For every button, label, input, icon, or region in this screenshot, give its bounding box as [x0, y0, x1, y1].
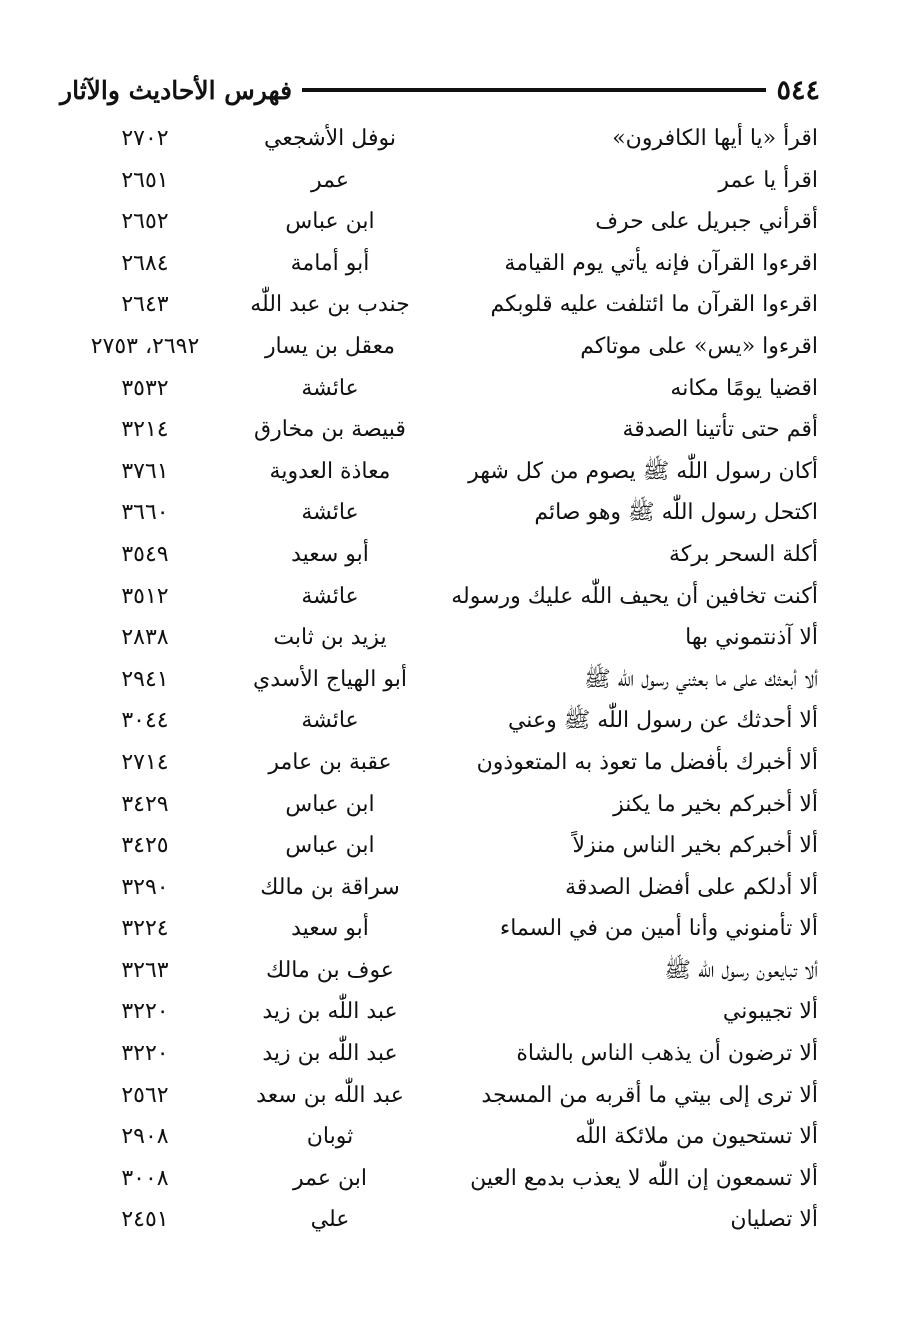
- page-header: [60, 68, 820, 112]
- hadith-number: ٣٢٦٣: [121, 957, 169, 983]
- index-entry: [60, 700, 826, 742]
- hadith-text: اقرءوا القرآن ما ائتلفت عليه قلوبكم: [490, 292, 818, 318]
- index-entry: [60, 284, 826, 326]
- hadith-number: ٢٤٥١: [121, 1207, 169, 1233]
- hadith-number: ٢٦٤٣: [121, 292, 169, 318]
- narrator-name: أبو الهياج الأسدي: [253, 666, 407, 692]
- hadith-number: ٢٧٠٢: [121, 126, 169, 151]
- narrator-name: عبد اللّٰه بن زيد: [262, 999, 398, 1025]
- hadith-text: ألا أحدثك عن رسول اللّٰه ﷺ وعني: [507, 708, 818, 734]
- hadith-text: ألا أخبرك بأفضل ما تعوذ به المتعوذون: [476, 749, 818, 775]
- hadith-number: ٢٩٠٨: [121, 1124, 169, 1150]
- index-entry: [60, 534, 826, 576]
- index-entry: [60, 1033, 826, 1075]
- hadith-number: ٣٢٢٤: [121, 916, 169, 942]
- hadith-number: ٢٩٤١: [121, 666, 169, 692]
- hadith-number: ٣٦٦٠: [121, 500, 169, 526]
- index-entry: [60, 492, 826, 534]
- hadith-text: اقضيا يومًا مكانه: [670, 375, 818, 401]
- narrator-name: علي: [310, 1207, 350, 1233]
- narrator-name: ابن عباس: [285, 833, 375, 859]
- hadith-text: أقرأني جبريل على حرف: [595, 209, 818, 235]
- hadith-number: ٣٥١٢: [121, 583, 169, 609]
- page-number: ٥٤٤: [776, 74, 820, 106]
- hadith-text: ألا تبايعون رسول اللّٰه ﷺ: [664, 957, 818, 983]
- hadith-number: ٢٦٥٢: [121, 209, 169, 235]
- hadith-number: ٣٢٢٠: [121, 999, 169, 1025]
- hadith-text: أكلة السحر بركة: [669, 541, 818, 567]
- hadith-text: أكان رسول اللّٰه ﷺ يصوم من كل شهر: [468, 458, 818, 484]
- hadith-text: اقرأ يا عمر: [718, 167, 818, 193]
- hadith-number: ٣٤٢٩: [121, 791, 169, 817]
- narrator-name: أبو سعيد: [291, 541, 369, 567]
- narrator-name: عائشة: [301, 375, 359, 401]
- hadith-number: ٣٢٢٠: [121, 1041, 169, 1067]
- index-entry: [60, 201, 826, 243]
- hadith-number: ٢٦٩٢، ٢٧٥٣: [90, 333, 200, 359]
- narrator-name: يزيد بن ثابت: [273, 625, 387, 651]
- narrator-name: سراقة بن مالك: [260, 874, 400, 900]
- narrator-name: عائشة: [301, 500, 359, 526]
- narrator-name: نوفل الأشجعي: [264, 126, 396, 151]
- hadith-text: ألا تأمنوني وأنا أمين من في السماء: [499, 916, 818, 942]
- index-entry: [60, 950, 826, 992]
- index-entry: [60, 1199, 826, 1241]
- index-entry: [60, 991, 826, 1033]
- index-entry: [60, 1158, 826, 1200]
- index-entry: [60, 1075, 826, 1117]
- narrator-name: عبد اللّٰه بن سعد: [256, 1082, 404, 1108]
- hadith-number: ٣٢٩٠: [121, 874, 169, 900]
- index-entry: [60, 659, 826, 701]
- hadith-text: ألا تصليان: [730, 1207, 818, 1233]
- hadith-text: ألا تسمعون إن اللّٰه لا يعذب بدمع العين: [470, 1165, 818, 1191]
- hadith-text: ألا ترى إلى بيتي ما أقربه من المسجد: [481, 1082, 818, 1108]
- running-title: فهرس الأحاديث والآثار: [60, 75, 293, 105]
- narrator-name: أبو سعيد: [291, 916, 369, 942]
- index-entry: [60, 409, 826, 451]
- hadith-number: ٣٢١٤: [121, 417, 169, 443]
- index-entry: [60, 617, 826, 659]
- narrator-name: عائشة: [301, 583, 359, 609]
- narrator-name: عقبة بن عامر: [268, 749, 392, 775]
- index-entry: [60, 784, 826, 826]
- hadith-number: ٢٨٣٨: [121, 625, 169, 651]
- hadith-number: ٣٥٤٩: [121, 541, 169, 567]
- index-entry: [60, 243, 826, 285]
- narrator-name: ثوبان: [306, 1124, 354, 1150]
- index-entry: [60, 160, 826, 202]
- narrator-name: جندب بن عبد اللّٰه: [250, 292, 410, 318]
- narrator-name: معاذة العدوية: [269, 458, 391, 484]
- hadith-number: ٢٦٨٤: [121, 250, 169, 276]
- narrator-name: عوف بن مالك: [266, 957, 394, 983]
- index-entry: [60, 825, 826, 867]
- narrator-name: ابن عباس: [285, 791, 375, 817]
- hadith-text: اقرأ «يا أيها الكافرون»: [612, 126, 818, 151]
- hadith-number: ٢٦٥١: [121, 167, 169, 193]
- narrator-name: عمر: [311, 167, 349, 193]
- narrator-name: ابن عمر: [293, 1165, 367, 1191]
- index-entry: [60, 118, 826, 160]
- index-entry: [60, 1116, 826, 1158]
- hadith-number: ٣٧٦١: [121, 458, 169, 484]
- hadith-text: اقرءوا «يس» على موتاكم: [580, 333, 818, 359]
- narrator-name: أبو أمامة: [290, 250, 370, 276]
- hadith-text: ألا أدلكم على أفضل الصدقة: [565, 874, 818, 900]
- hadith-text: اقرءوا القرآن فإنه يأتي يوم القيامة: [504, 250, 818, 276]
- header-rule: [302, 88, 766, 92]
- hadith-index-list: [60, 118, 826, 1241]
- index-entry: [60, 576, 826, 618]
- index-entry: [60, 742, 826, 784]
- hadith-number: ٢٧١٤: [121, 749, 169, 775]
- hadith-number: ٣٥٣٢: [121, 375, 169, 401]
- hadith-text: ألا آذنتموني بها: [685, 625, 818, 651]
- hadith-number: ٣٠٤٤: [121, 708, 169, 734]
- narrator-name: عبد اللّٰه بن زيد: [262, 1041, 398, 1067]
- hadith-text: أقم حتى تأتينا الصدقة: [622, 417, 818, 443]
- hadith-text: ألا تجيبوني: [722, 999, 818, 1025]
- hadith-text: اكتحل رسول اللّٰه ﷺ وهو صائم: [534, 500, 818, 526]
- narrator-name: معقل بن يسار: [264, 333, 396, 359]
- hadith-number: ٣٤٢٥: [121, 833, 169, 859]
- hadith-text: ألا أخبركم بخير الناس منزلاً: [572, 833, 818, 859]
- hadith-text: أكنت تخافين أن يحيف اللّٰه عليك ورسوله: [451, 583, 818, 609]
- hadith-text: ألا أخبركم بخير ما يكنز: [613, 791, 818, 817]
- hadith-text: ألا أبعثك على ما بعثني رسول اللّٰه ﷺ: [584, 666, 818, 692]
- narrator-name: قبيصة بن مخارق: [254, 417, 406, 443]
- narrator-name: عائشة: [301, 708, 359, 734]
- hadith-text: ألا تستحيون من ملائكة اللّٰه: [575, 1124, 818, 1150]
- hadith-number: ٣٠٠٨: [121, 1165, 169, 1191]
- narrator-name: ابن عباس: [285, 209, 375, 235]
- index-entry: [60, 451, 826, 493]
- index-entry: [60, 908, 826, 950]
- hadith-number: ٢٥٦٢: [121, 1082, 169, 1108]
- hadith-text: ألا ترضون أن يذهب الناس بالشاة: [516, 1041, 818, 1067]
- index-entry: [60, 867, 826, 909]
- index-entry: [60, 368, 826, 410]
- index-entry: [60, 326, 826, 368]
